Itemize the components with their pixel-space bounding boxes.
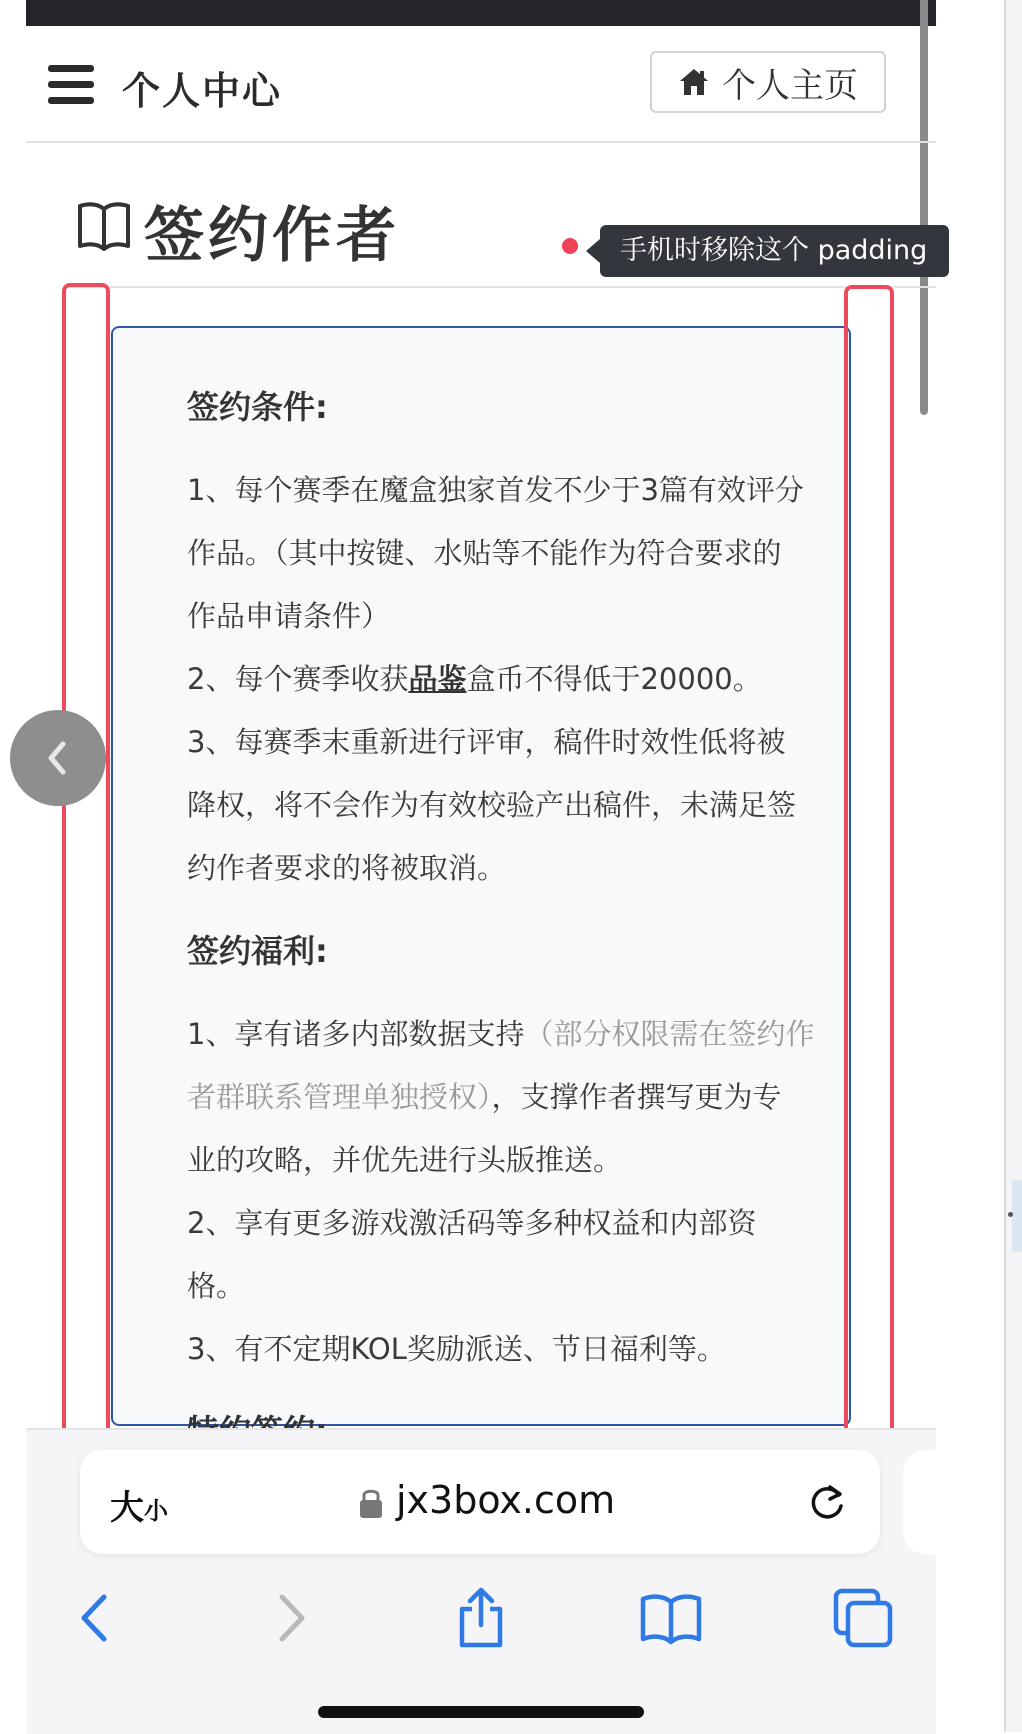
lock-icon <box>358 1486 384 1520</box>
annotation-tooltip: 手机时移除这个 padding <box>600 225 949 277</box>
condition-line <box>187 657 762 698</box>
top-status-strip <box>26 0 936 26</box>
tooltip-arrow <box>586 239 600 263</box>
open-book-icon <box>76 200 132 252</box>
page-title: 个人中心 <box>122 69 283 113</box>
benefit1-rest: ，支撑作者撰写更为专 <box>491 1080 782 1114</box>
condition-line: 作品申请条件） <box>187 599 391 633</box>
condition2-prefix: 2、每个赛季收获 <box>187 662 409 696</box>
benefit-line <box>187 1075 782 1116</box>
next-tab-peek[interactable] <box>903 1450 943 1554</box>
condition-line: 约作者要求的将被取消。 <box>187 851 507 885</box>
benefit-line: 格。 <box>187 1269 246 1303</box>
home-indicator <box>318 1706 644 1718</box>
back-arrow-icon[interactable] <box>62 1585 128 1651</box>
benefit-line: 2、享有更多游戏激活码等多种权益和内部资 <box>187 1206 757 1240</box>
benefit-line: 3、有不定期KOL奖励派送、节日福利等。 <box>187 1332 726 1366</box>
benefit-line: 业的攻略，并优先进行头版推送。 <box>187 1143 623 1177</box>
size-label-small: 小 <box>144 1497 168 1525</box>
condition-line: 降权，将不会作为有效校验产出稿件，未满足签 <box>187 788 797 822</box>
url-text[interactable]: jx3box.com <box>396 1478 616 1522</box>
conditions-heading: 签约条件: <box>187 388 328 426</box>
section-divider <box>68 286 936 288</box>
header-divider <box>26 141 936 143</box>
share-icon[interactable] <box>448 1585 514 1651</box>
reload-icon[interactable] <box>806 1482 848 1524</box>
house-icon <box>678 67 710 97</box>
section-title: 签约作者 <box>144 201 400 271</box>
benefit1-note: （部分权限需在签约作 <box>524 1017 815 1051</box>
home-page-button[interactable] <box>650 51 886 113</box>
page-scrollbar[interactable] <box>920 0 928 415</box>
condition-line: 1、每个赛季在魔盒独家首发不少于3篇有效评分 <box>187 473 804 507</box>
side-panel-edge <box>1004 0 1022 1732</box>
side-panel-accent <box>1012 1180 1022 1252</box>
hamburger-menu-icon[interactable] <box>48 65 96 105</box>
condition2-suffix: 盒币不得低于20000。 <box>466 662 762 696</box>
padding-highlight-right <box>844 285 894 1451</box>
condition-line: 3、每赛季末重新进行评审，稿件时效性低将被 <box>187 725 786 759</box>
benefits-heading: 签约福利: <box>187 932 328 970</box>
size-label-big: 大 <box>110 1488 144 1528</box>
benefit1-prefix: 1、享有诸多内部数据支持 <box>187 1017 525 1051</box>
benefit-line <box>187 1012 814 1053</box>
home-button-label: 个人主页 <box>722 65 858 106</box>
annotation-dot <box>562 238 578 254</box>
benefit1-note-cont: 者群联系管理单独授权） <box>187 1080 492 1114</box>
signing-info-card <box>111 326 851 1426</box>
side-panel-dot <box>1008 1212 1013 1217</box>
appraisal-link[interactable]: 品鉴 <box>408 662 467 696</box>
text-size-button[interactable] <box>110 1480 168 1529</box>
condition-line: 作品。（其中按键、水贴等不能作为符合要求的 <box>187 536 782 570</box>
chevron-left-icon <box>43 740 73 776</box>
floating-back-button[interactable] <box>10 710 106 806</box>
forward-arrow-icon[interactable] <box>258 1585 324 1651</box>
tabs-icon[interactable] <box>830 1585 896 1651</box>
padding-highlight-left <box>62 283 110 1451</box>
bookmarks-icon[interactable] <box>638 1585 704 1651</box>
